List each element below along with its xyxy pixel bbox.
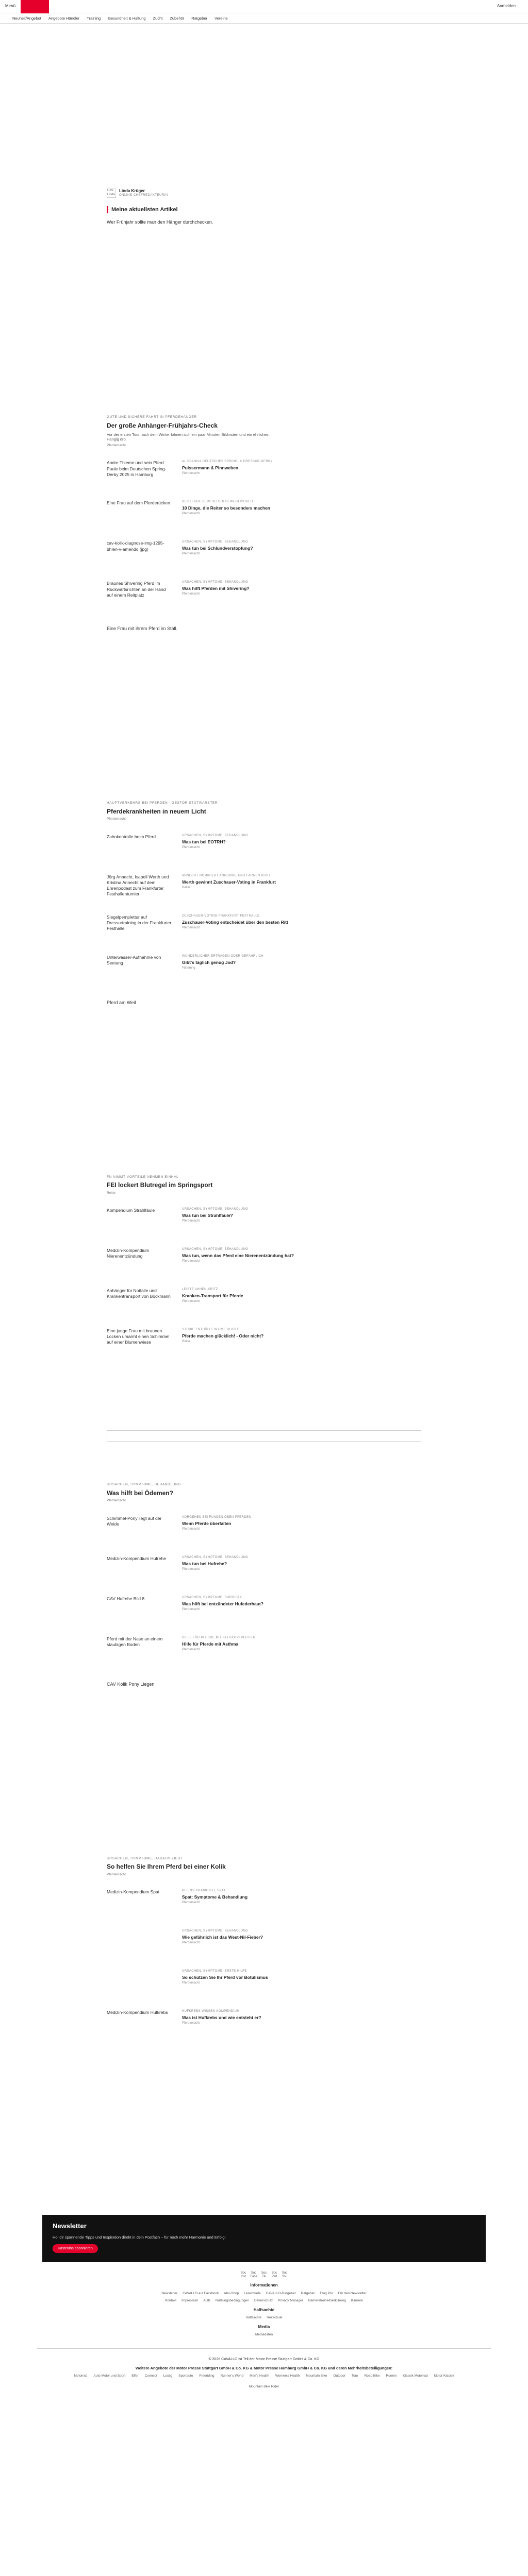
subnav-item[interactable]: Gesundheit & Haltung [108, 15, 146, 21]
footer-info-title: Informationen [250, 2283, 278, 2288]
article-author: Pferdemacht [182, 512, 200, 516]
block-kicker: HAUPTVERKEHRS-BEI PFERDEN - GESTÖR STÜTWARSTER [107, 801, 218, 805]
facebook-icon[interactable]: Soc Face [250, 2272, 257, 2279]
article-thumbnail[interactable]: Medizin-Kompendium Hufrehe [107, 1555, 166, 1561]
article-thumbnail[interactable] [107, 1970, 173, 1999]
article-block [107, 1816, 421, 2091]
article-kicker: URSACHEN, SYMPTOME, BEHANDLUNG [182, 540, 249, 544]
article-thumbnail[interactable]: Unterwasser-Aufnahme von Seetang [107, 954, 161, 965]
article-card[interactable] [107, 495, 421, 535]
brand-link[interactable]: Road Bike [364, 2374, 380, 2378]
brand-link[interactable]: Connect [144, 2374, 157, 2378]
publisher-note: Weitere Angebote der Motor Presse Stuttgart GmbH & Co. KG & Motor Presse Hamburg GmbH & Co. KG und deren Mehrheitsbeteiligungen: [135, 2366, 393, 2371]
article-title[interactable]: Was tun bei Strahlfäule? [182, 1213, 233, 1218]
article-list [107, 1202, 421, 1363]
article-author: Pferdemacht [182, 1607, 200, 1611]
footer-media-title: Media [258, 2324, 270, 2329]
article-thumbnail[interactable]: Braunes Shivering Pferd im Rückwärtsrichten an der Hand auf einem Reitplatz [107, 581, 166, 598]
social-links [0, 2272, 528, 2279]
footer-link[interactable]: Mediadaten [255, 2332, 273, 2336]
article-kicker: REITLEHRE BEIM REITEN BEWEGLICHKEIT [182, 500, 254, 504]
instagram-icon[interactable]: Soc Inst [240, 2272, 246, 2279]
article-block [107, 374, 421, 760]
article-block [107, 760, 421, 1133]
article-list [107, 1884, 421, 2045]
newsletter-subscribe-button[interactable]: Kostenlos abonnieren [53, 2244, 98, 2253]
avatar: CAV Linda [107, 189, 116, 198]
block-description: Vor der ersten Tour nach dem Winter lohnen sich ein paar Minuten Bildinsten und ein ehrliches Hängig dro. [107, 432, 269, 442]
article-thumbnail[interactable]: Anhänger für Notfälle und Krankentransport von Böckmann [107, 1288, 171, 1299]
block-kicker: GUTE UND SICHERE FAHRT IN PFERDEHÄNGER [107, 415, 197, 419]
article-card[interactable] [107, 869, 421, 909]
article-kicker: URSACHEN, SYMPTOME, BEHANDLUNG [182, 581, 249, 584]
article-author: Pferdemacht [182, 845, 200, 849]
article-card[interactable] [107, 1631, 421, 1671]
footer-link[interactable]: AGB [203, 2299, 210, 2303]
article-author: Pferdemacht [182, 1941, 200, 1945]
article-title[interactable]: Spat: Symptome & Behandlung [182, 1894, 248, 1900]
article-card[interactable] [107, 1243, 421, 1283]
brand-link[interactable]: Motor Klassik [434, 2374, 454, 2378]
footer-link[interactable]: Datenschutz [254, 2299, 273, 2303]
article-card[interactable] [107, 575, 421, 616]
article-card[interactable] [107, 1591, 421, 1631]
hero-image[interactable]: Wer Frühjahr sollte man den Hänger durchchecken. [107, 219, 213, 225]
brand-link[interactable]: Sportauto [178, 2374, 193, 2378]
article-thumbnail[interactable]: Schimmel-Pony liegt auf der Weide [107, 1515, 162, 1527]
article-author: Pferdemacht [182, 926, 200, 929]
article-author: Pferdemacht [182, 1567, 200, 1571]
subnav-item[interactable]: Zucht [153, 15, 163, 21]
author-role: ONLINE-CHEFREDAKTEURIN [119, 194, 168, 197]
newsletter-title: Newsletter [53, 2222, 87, 2230]
article-card[interactable] [107, 1323, 421, 1363]
article-card[interactable] [107, 950, 421, 990]
footer-link[interactable]: Karriere [351, 2299, 364, 2303]
subnav-item[interactable]: Training [87, 15, 101, 21]
article-title[interactable]: 10 Dinge, die Reiter so besonders machen [182, 505, 271, 511]
article-kicker: URSACHEN, SYMPTOME, BEHANDLUNG [182, 834, 249, 837]
footer-link[interactable]: Newsletter [161, 2291, 178, 2295]
footer-link[interactable]: Nutzungsbedingungen [215, 2299, 249, 2303]
author-name[interactable]: Linda Krüger [119, 189, 145, 193]
article-title[interactable]: Was tun bei Schlundverstopfung? [182, 546, 253, 551]
article-thumbnail[interactable]: Kompendium Strahlfäule [107, 1208, 155, 1213]
article-kicker: PFERDEKRANKHEIT, SPAT [182, 1889, 226, 1893]
brand-link[interactable]: Lustig [163, 2374, 173, 2378]
article-list [107, 455, 421, 616]
brand-link[interactable]: Elfer [131, 2374, 139, 2378]
footer-link[interactable]: Privacy Manager [278, 2299, 303, 2303]
feature-image[interactable]: Pferd am Weil [107, 999, 136, 1005]
article-card[interactable] [107, 829, 421, 869]
brand-link[interactable]: Tour [351, 2374, 358, 2378]
article-thumbnail[interactable]: Medizin-Kompendium Spat [107, 1889, 160, 1895]
article-kicker: VORGEHEN BEI FUNDEN OBEN PFERDEN [182, 1515, 252, 1519]
footer-link[interactable]: Reitschule [267, 2316, 283, 2320]
brand-link[interactable]: Freeriding [199, 2374, 214, 2378]
article-title[interactable]: Kranken-Transport für Pferde [182, 1293, 243, 1299]
article-author: Pferdemacht [182, 1648, 200, 1651]
article-thumbnail[interactable]: Siegelpemplettur auf Dressurtraining in der Frankfurter Festhalle [107, 914, 172, 931]
article-kicker: URSACHEN, SYMPTOME, BEHANDLUNG [182, 1555, 249, 1559]
block-kicker: FN NIMMT VORTEILE NEHMEN EINHAL [107, 1175, 179, 1179]
brand-link[interactable]: Motorrad [74, 2374, 88, 2378]
article-list [107, 1511, 421, 1671]
author-box [107, 158, 421, 198]
article-kicker: URSACHEN, SYMPTOME, ERSTE HILFE [182, 1970, 247, 1973]
article-list [107, 829, 421, 990]
article-card[interactable] [107, 535, 421, 575]
article-thumbnail[interactable]: Jörg Annecht, Isabell Werth und Kristina Annecht auf dem Ehrenpodest zum Frankfurter Festhallenturnier [107, 874, 169, 897]
article-kicker: URSACHEN, SYMPTOME, BEHANDLUNG [182, 1208, 249, 1211]
article-kicker: URSACHEN, SYMPTOME, SURGIFAX [182, 1596, 242, 1599]
article-card[interactable] [107, 1551, 421, 1591]
article-author: Pferdemacht [182, 552, 200, 556]
article-block [107, 1134, 421, 1442]
article-kicker: ZUSCHAUER-VOTING FRANKFURT FESTHALLE [182, 914, 260, 918]
brand-link[interactable]: Klassik Motorrad [403, 2374, 428, 2378]
login-button[interactable]: Anmelden [497, 4, 516, 9]
subnav-item[interactable]: Vereine [214, 15, 228, 21]
article-card[interactable] [107, 1283, 421, 1323]
article-author: Reiter [182, 886, 191, 889]
article-title[interactable]: Was ist Hufkrebs und wie entsteht er? [182, 2015, 261, 2021]
brand-link[interactable]: Outdoor [333, 2374, 345, 2378]
article-kicker: HILFE FÜR PFERDE MIT KEHLKOPFPFEIFEN [182, 1636, 256, 1639]
article-author: Pferdemacht [182, 1300, 200, 1303]
footer-link[interactable]: Ratgeber [301, 2291, 315, 2295]
main-content [107, 24, 421, 2091]
footer-partner-title: Halfsachte [253, 2307, 275, 2312]
block-author: Pferdemacht [107, 1872, 126, 1876]
ad-banner[interactable] [107, 1430, 421, 1442]
article-block [107, 1442, 421, 1815]
sub-navigation [0, 13, 528, 24]
article-card[interactable] [107, 2005, 421, 2045]
brand-link[interactable]: Men's Health [250, 2374, 269, 2378]
brand-link[interactable]: Auto Motor und Sport [93, 2374, 126, 2378]
article-title[interactable]: Was tun, wenn das Pferd eine Nierenentzündung hat? [182, 1253, 294, 1259]
footer-partner [0, 2308, 528, 2320]
article-card[interactable] [107, 1964, 421, 2005]
article-kicker: URSACHEN, SYMPTOME, BEHANDLUNG [182, 1929, 249, 1933]
article-thumbnail[interactable]: Medizin-Kompendium Nierenentzündung [107, 1248, 150, 1259]
article-kicker: WUNDERLICHER ERTRAGEN ODER GEFÄHRLICH [182, 954, 264, 958]
article-thumbnail[interactable]: Zahnkontrolle beim Pferd [107, 834, 156, 839]
article-title[interactable]: Werth gewinnt Zuschauer-Voting in Frankfurt [182, 879, 276, 885]
footer-link[interactable]: Frag Pro [320, 2291, 333, 2295]
subnav-item[interactable]: Neuheit/Angebot [12, 15, 41, 21]
pinterest-icon[interactable]: Soc Pint [271, 2272, 277, 2279]
article-author: Pferdemacht [182, 1219, 200, 1223]
article-card[interactable] [107, 1202, 421, 1243]
youtube-icon[interactable]: Soc You [282, 2272, 288, 2279]
menu-button[interactable]: Menü [5, 4, 16, 9]
block-title[interactable]: So helfen Sie Ihrem Pferd bei einer Kolik [107, 1863, 226, 1871]
article-title[interactable]: So schützen Sie Ihr Pferd vor Botulismus [182, 1975, 268, 1980]
article-title[interactable]: Pferde machen glücklich! - Oder nicht? [182, 1333, 264, 1339]
footer-link[interactable]: Impressum [182, 2299, 199, 2303]
article-card[interactable] [107, 1884, 421, 1924]
block-title[interactable]: FEI lockert Blutregel im Springsport [107, 1181, 213, 1189]
copyright: © 2026 CAVALLO ist Teil der Motor Presse Stuttgart GmbH & Co. KG [208, 2358, 320, 2362]
footer-link[interactable]: Barrierefreiheitserklärung [308, 2299, 346, 2303]
site-logo[interactable] [21, 0, 49, 13]
latest-articles-title: Meine aktuellsten Artikel [107, 206, 421, 213]
article-thumbnail[interactable]: Eine junge Frau mit braunen Locken umarmt einen Schimmel auf einer Blumenwiese [107, 1328, 170, 1345]
newsletter-box [42, 2215, 486, 2262]
article-thumbnail[interactable]: Eine Frau auf dem Pferderücken [107, 500, 170, 506]
subnav-item[interactable]: Ratgeber [191, 15, 208, 21]
article-author: Reiter [182, 1340, 191, 1344]
article-author: Pferdemacht [182, 1260, 200, 1263]
article-card[interactable] [107, 455, 421, 495]
block-author: Pferdemacht [107, 444, 126, 448]
feature-image[interactable]: Eine Frau mit ihrem Pferd im Stall. [107, 626, 178, 632]
article-thumbnail[interactable] [107, 1929, 173, 1959]
article-card[interactable] [107, 1511, 421, 1551]
article-thumbnail[interactable]: Pferd mit der Nase an einem staubigen Boden [107, 1636, 163, 1647]
article-thumbnail[interactable]: CAV Hufrehe Bild 8 [107, 1596, 145, 1601]
article-author: Pferdemacht [182, 1981, 200, 1985]
article-kicker: AL SPANIVA DEUTSCHES SPRING- & DRESSUR-DERBY [182, 460, 273, 464]
top-bar [0, 0, 528, 13]
article-author: Pferdemacht [182, 2022, 200, 2025]
feature-image-spacer [107, 2055, 421, 2091]
footer-link[interactable]: CAVALLO-Ratgeber [266, 2291, 296, 2295]
article-thumbnail[interactable]: Medizin-Kompendium Hufkrebs [107, 2010, 168, 2015]
article-title[interactable]: Wenn Pferde überfalten [182, 1520, 232, 1526]
article-title[interactable]: Puissermann & Pinnweben [182, 465, 239, 471]
footer-link[interactable]: Halfsachte [245, 2316, 262, 2320]
article-author: Pferdemacht [182, 592, 200, 596]
block-title[interactable]: Was hilft bei Ödemen? [107, 1489, 173, 1497]
article-title[interactable]: Gibt's täglich genug Jod? [182, 959, 236, 965]
footer-link[interactable]: Kontakt [164, 2299, 177, 2303]
block-title[interactable]: Der große Anhänger-Frühjahrs-Check [107, 421, 218, 429]
article-kicker: HUFKREBS-WISSEN KOMPENDIUM [182, 2010, 240, 2013]
subnav-item[interactable]: Zubehör [170, 15, 185, 21]
feature-image[interactable]: CAV Kolik Pony Liegen [107, 1681, 155, 1687]
brand-link[interactable]: Runnin [386, 2374, 397, 2378]
ad-space [107, 24, 421, 158]
footer-link[interactable]: CAVALLO auf Facebook [183, 2291, 219, 2295]
article-title[interactable]: Was hilft bei entzündeter Hufederhaut? [182, 1601, 263, 1606]
footer-info [0, 2283, 528, 2303]
block-author: Pferdemacht [107, 1499, 126, 1503]
footer-link[interactable]: Für den Newsletter [338, 2291, 367, 2295]
article-kicker: ANNECHT NOMINIERT ANNSPINE UND FARNEN RUST [182, 874, 271, 877]
block-author: Pferdemacht [107, 817, 126, 821]
article-kicker: STUDIE ENTHÜLLT INTIME BLICKE [182, 1328, 239, 1332]
article-kicker: URSACHEN, SYMPTOME, BEHANDLUNG [182, 1248, 249, 1251]
feature-image-spacer [107, 1374, 421, 1410]
article-author: Pferdemacht [182, 472, 200, 476]
footer-media [0, 2325, 528, 2337]
article-card[interactable] [107, 1924, 421, 1964]
footer-link[interactable]: Leserbriefe [244, 2291, 261, 2295]
article-title[interactable]: Zuschauer-Voting entscheidet über den besten Ritt [182, 919, 288, 925]
block-title[interactable]: Pferdekrankheiten in neuem Licht [107, 807, 206, 815]
brand-link[interactable]: Mountain Bike [306, 2374, 327, 2378]
article-thumbnail[interactable]: Andre Thieme und sein Pferd Paule beim Deutschen Spring-Derby 2025 in Hamburg [107, 460, 167, 477]
article-title[interactable]: Hilfe für Pferde mit Asthma [182, 1641, 239, 1647]
tiktok-icon[interactable]: Soc Tik [261, 2272, 267, 2279]
article-title[interactable]: Wie gefährlich ist das West-Nil-Fieber? [182, 1935, 263, 1940]
article-kicker: LEISTE AHNEN-KRITZ [182, 1288, 218, 1292]
article-author: Pferdemacht [182, 1901, 200, 1905]
article-card[interactable] [107, 909, 421, 950]
article-title[interactable]: Was hilft Pferden mit Shivering? [182, 586, 250, 591]
article-title[interactable]: Was tun bei Hufrehe? [182, 1561, 227, 1566]
article-title[interactable]: Was tun bei EOTRH? [182, 839, 226, 844]
brand-link[interactable]: Women's Health [275, 2374, 300, 2378]
footer-link[interactable]: Abo-Shop [224, 2291, 239, 2295]
article-author: Pferdemacht [182, 1527, 200, 1531]
newsletter-text: Hol dir spannende Tipps und Inspiration direkt in dein Postfach – für noch mehr Harmonie und Erfolg! [53, 2235, 226, 2240]
brand-link[interactable]: Mountain Bike Rider [249, 2384, 279, 2388]
brand-link[interactable]: Runner's World [220, 2374, 244, 2378]
article-author: Fütterung [182, 966, 195, 970]
block-kicker: URSACHEN, SYMPTOME, DARAUS ZIEHT [107, 1856, 183, 1860]
subnav-item[interactable]: Angebote Händler [48, 15, 80, 21]
block-author: Reiter [107, 1191, 116, 1195]
article-thumbnail[interactable]: cav-kolik-diagnose-img-1295-bhlen-v-amendo (jpg) [107, 540, 164, 552]
block-kicker: URSACHEN, SYMPTOME, BEHANDLUNG [107, 1483, 181, 1487]
footer-divider [37, 2348, 491, 2349]
